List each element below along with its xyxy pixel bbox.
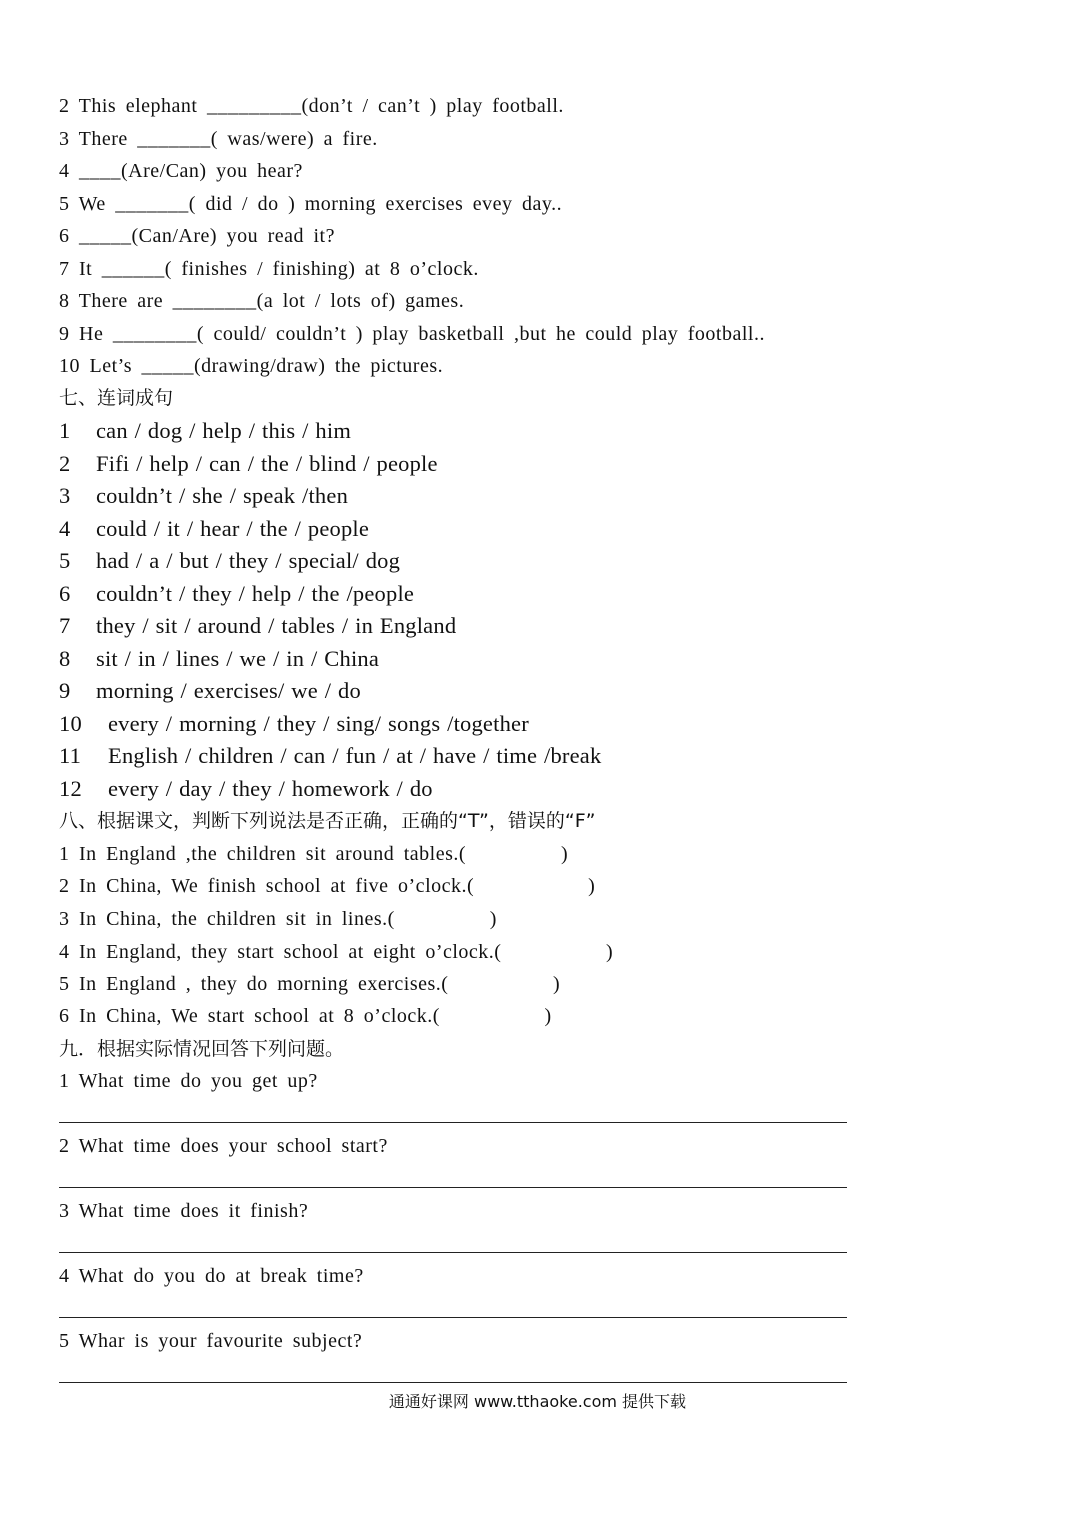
item-words: they / sit / around / tables / in England (96, 613, 457, 638)
answer-line (59, 1187, 847, 1188)
item-number: 1 (59, 418, 71, 443)
item-words: every / day / they / homework / do (108, 776, 433, 801)
answer-question: 1 What time do you get up? (59, 1070, 318, 1092)
word-order-item (59, 419, 351, 443)
true-false-item: 1 In England ,the children sit around tables.( ) (59, 843, 569, 865)
choice-question: 9 He ________( could/ couldn’t ) play basketball ,but he could play football.. (59, 323, 765, 345)
item-words: couldn’t / she / speak /then (96, 483, 349, 508)
answer-question: 3 What time does it finish? (59, 1200, 309, 1222)
page-footer: 通通好课网 www.tthaoke.com 提供下载 (388, 1392, 687, 1411)
choice-question: 6 _____(Can/Are) you read it? (59, 225, 335, 247)
choice-question: 7 It ______( finishes / finishing) at 8 o’clock. (59, 258, 479, 280)
item-words: had / a / but / they / special/ dog (96, 548, 401, 573)
item-number: 10 (59, 711, 82, 736)
word-order-item (59, 582, 414, 606)
item-words: could / it / hear / the / people (96, 516, 370, 541)
section-heading-9: 九．根据实际情况回答下列问题。 (59, 1038, 345, 1060)
item-number: 8 (59, 646, 71, 671)
answer-line (59, 1122, 847, 1123)
word-order-item (59, 679, 361, 703)
answer-line (59, 1382, 847, 1383)
answer-question: 4 What do you do at break time? (59, 1265, 364, 1287)
choice-question: 2 This elephant _________(don’t / can’t ) play football. (59, 95, 564, 117)
item-words: Fifi / help / can / the / blind / people (96, 451, 438, 476)
word-order-item (59, 712, 529, 736)
true-false-item: 3 In China, the children sit in lines.( ) (59, 908, 497, 930)
item-words: morning / exercises/ we / do (96, 678, 361, 703)
word-order-item (59, 549, 400, 573)
choice-question: 10 Let’s _____(drawing/draw) the pictures. (59, 355, 444, 377)
item-number: 9 (59, 678, 71, 703)
item-words: couldn’t / they / help / the /people (96, 581, 415, 606)
item-number: 6 (59, 581, 71, 606)
item-words: can / dog / help / this / him (96, 418, 352, 443)
word-order-item (59, 777, 433, 801)
item-number: 5 (59, 548, 71, 573)
word-order-item (59, 647, 379, 671)
word-order-item (59, 614, 456, 638)
word-order-item (59, 517, 369, 541)
item-words: every / morning / they / sing/ songs /together (108, 711, 529, 736)
item-number: 11 (59, 743, 82, 768)
section-heading-8: 八、根据课文，判断下列说法是否正确，正确的“T”，错误的“F” (59, 810, 596, 832)
choice-question: 4 ____(Are/Can) you hear? (59, 160, 303, 182)
item-number: 2 (59, 451, 71, 476)
item-words: sit / in / lines / we / in / China (96, 646, 380, 671)
choice-question: 8 There are ________(a lot / lots of) games. (59, 290, 465, 312)
answer-line (59, 1317, 847, 1318)
word-order-item (59, 452, 438, 476)
true-false-item: 2 In China, We finish school at five o’clock.( ) (59, 875, 596, 897)
section-heading-7: 七、连词成句 (59, 387, 174, 409)
item-number: 3 (59, 483, 71, 508)
word-order-item (59, 744, 601, 768)
choice-question: 3 There _______( was/were) a fire. (59, 128, 378, 150)
answer-question: 5 Whar is your favourite subject? (59, 1330, 363, 1352)
true-false-item: 6 In China, We start school at 8 o’clock.( ) (59, 1005, 552, 1027)
answer-line (59, 1252, 847, 1253)
answer-question: 2 What time does your school start? (59, 1135, 388, 1157)
choice-question: 5 We _______( did / do ) morning exercises evey day.. (59, 193, 563, 215)
item-words: English / children / can / fun / at / have / time /break (108, 743, 602, 768)
item-number: 7 (59, 613, 71, 638)
item-number: 4 (59, 516, 71, 541)
true-false-item: 5 In England , they do morning exercises.( ) (59, 973, 561, 995)
true-false-item: 4 In England, they start school at eight o’clock.( ) (59, 941, 614, 963)
item-number: 12 (59, 776, 82, 801)
word-order-item (59, 484, 348, 508)
